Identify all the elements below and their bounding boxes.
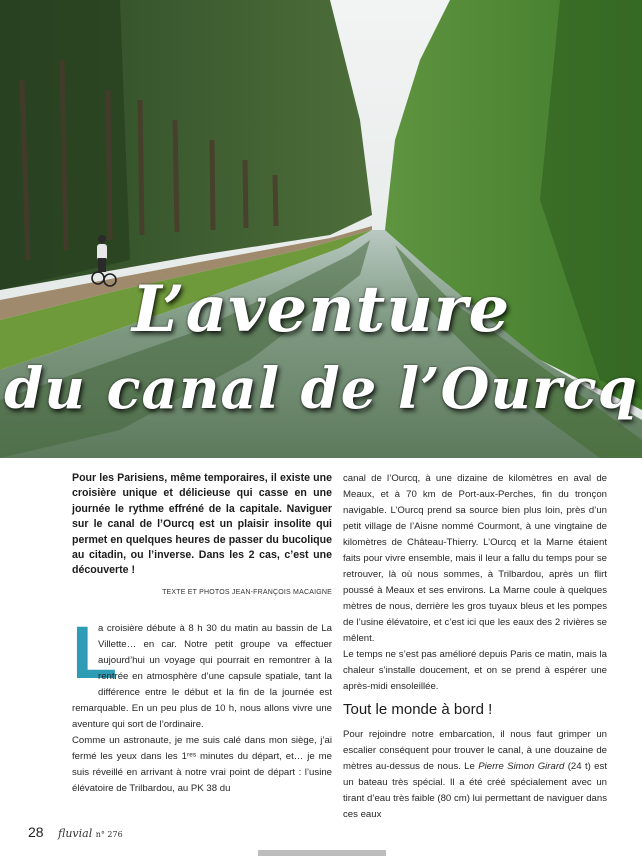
author-credit: TEXTE ET PHOTOS JEAN-FRANÇOIS MACAIGNE (162, 588, 332, 596)
body-paragraph: Le temps ne s’est pas amélioré depuis Paris ce matin, mais la chaleur s’installe doucement, et on se prend à espérer une après-midi ensoleillée. (343, 649, 607, 692)
body-text: Pour rejoindre notre embarcation, il nous faut grimper un escalier conséquent pour trouver le canal, à une douzaine de mètres au-dessus de nous. Le (343, 729, 607, 772)
issue-number: n° 276 (95, 830, 123, 839)
journal-name (58, 827, 123, 840)
right-column (343, 471, 607, 823)
title-line-2: du canal de l’Ourcq (4, 356, 638, 422)
page-number: 28 (28, 824, 44, 840)
scroll-bar[interactable] (258, 850, 386, 856)
section-subheading: Tout le monde à bord ! (343, 701, 493, 718)
intro-paragraph: Pour les Parisiens, même temporaires, il existe une croisière unique et délicieuse qui casse en une journée le rythme effréné de la capitale. Naviguer sur le canal de l’Ourcq est un plaisir insolite qui permet en quelques heures de passer du bucolique au citadin, ou l’inverse. Dans les 2 cas, c’est une découverte ! (72, 472, 332, 577)
boat-name: Pierre Simon Girard (478, 761, 565, 772)
body-paragraph: canal de l’Ourcq, à une dizaine de kilomètres en aval de Meaux, et à 70 km de Port-aux-Perches, fin du tronçon navigable. L’Ourcq prend sa source bien plus loin, près d’un petit village de l’Aisne nommé Courmont, à une vingtaine de kilomètres de Château-Thierry. L’Ourcq et la Marne étaient faits pour vivre ensemble, mais il leur a fallu du temps pour se retrouver, là où nous sommes, à Trilbardou, après un flirt poussé à Meaux et ses environs. La Marne coule à quelques mètres de nous, derrière les gros tuyaux bleus et les pompes de l’usine élévatoire, et c’est ici que les eaux des 2 rivières se mêlent. (343, 473, 607, 644)
journal-title: fluvial (58, 827, 93, 840)
body-paragraph (343, 727, 607, 823)
body-text: (24 t) est un bateau très spécial. Il a été créé spécialement avec un tirant d’eau très faible (80 cm) lui permettant de naviguer dans ces eaux (343, 761, 607, 820)
body-paragraph: Comme un astronaute, je me suis calé dans mon siège, j’ai fermé les yeux dans les 1ʳᵉˢ minutes du départ, et… je me suis réveillé en arrivant à notre vrai point de départ : l’usine élévatoire de Trilbardou, au PK 38 du (72, 734, 332, 794)
body-paragraph: a croisière débute à 8 h 30 du matin au bassin de La Villette… en car. Notre petit groupe va effectuer aujourd’hui un voyage qui pourrait en remontrer à la rentrée en atmosphère d’une capsule spatiale, tant la différence entre le début et la fin de la journée est remarquable. En un peu plus de 10 h, nous allons vivre une aventure qui sort de l’ordinaire. (72, 622, 332, 730)
article-body-start (72, 610, 332, 733)
title-line-1: L’aventure (131, 272, 511, 347)
drop-cap: L (72, 610, 118, 694)
left-column (72, 471, 332, 797)
